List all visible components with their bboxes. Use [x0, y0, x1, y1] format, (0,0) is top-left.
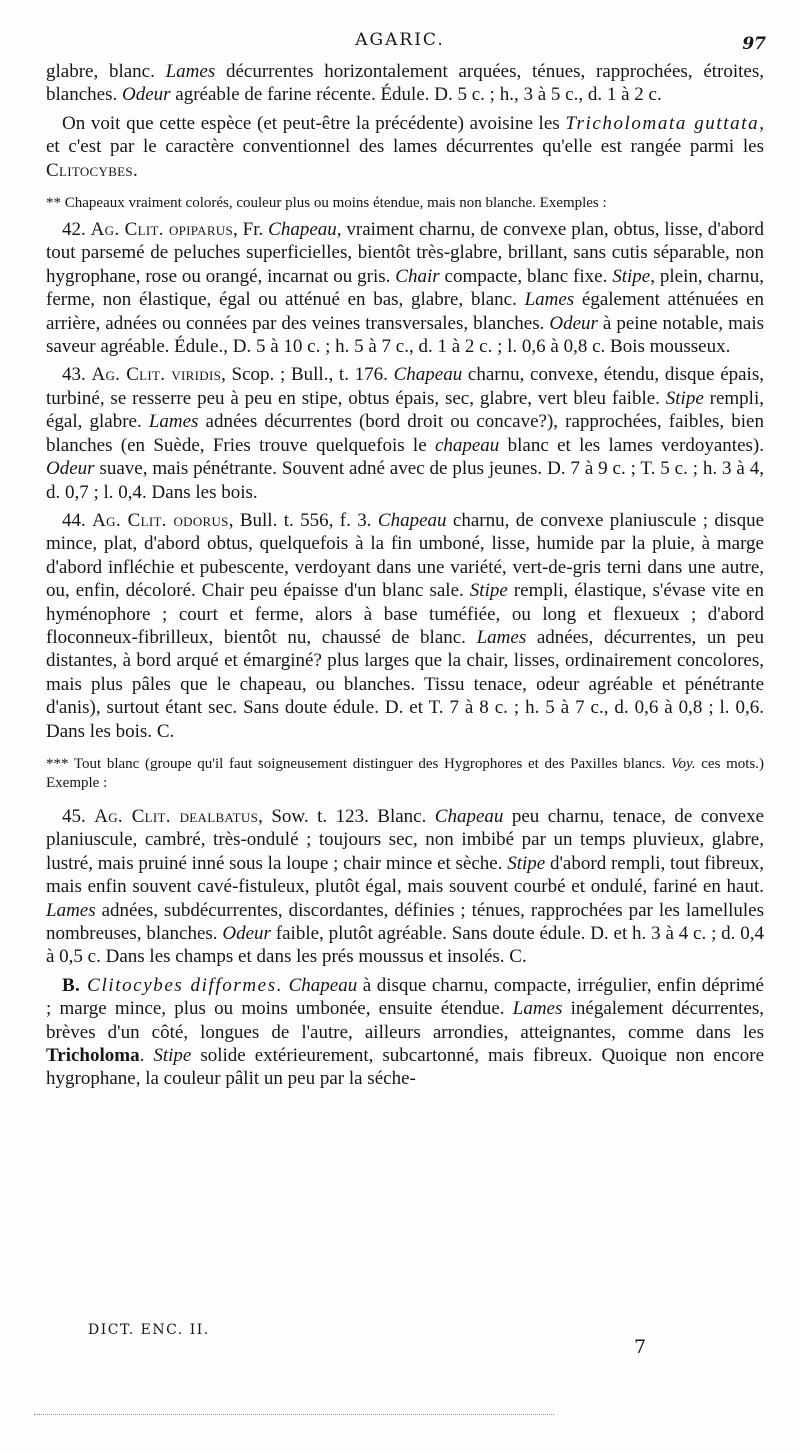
section-b-clitocybes-difformes — [46, 974, 764, 1091]
text-run: à disque charnu, compacte, irrégulier, enfin déprimé ; marge mince, plus ou moins umbonée, ensuite étendue. — [46, 974, 764, 1020]
page-number: 97 — [742, 34, 766, 54]
text-run: agréable de farine récente. Édule. D. 5 c. ; h., 3 à 5 c., d. 1 à 2 c. — [170, 84, 662, 106]
species-name: Ag. Clit. dealbatus — [94, 805, 259, 827]
term-stipe: Stipe — [469, 580, 508, 602]
text-run: solide extérieurement, subcartonné, mais fibreux. Quoique non encore hygrophane, la couleur pâlit un peu par la séche- — [46, 1045, 764, 1090]
text-run: . — [132, 159, 138, 181]
term-lames: Lames — [165, 61, 216, 82]
taxon-name: Clitocybes — [46, 159, 133, 181]
text-run: , et c'est par le caractère conventionnel des lames décurrentes qu'elle est rangée parmi les — [46, 112, 764, 158]
genus-name: Tricholoma — [46, 1045, 140, 1067]
term-odeur: Odeur — [549, 312, 598, 334]
text-run: , vraiment charnu, de convexe plan, obtus, lisse, d'abord tout parsemé de peluches superficielles, bientôt très-glabre, brillant, sans cutis séparable, non hygrophane, rose ou orangé, incarnat ou gris. — [46, 219, 764, 287]
paragraph-continuation — [46, 60, 764, 107]
term-chapeau: Chapeau — [283, 974, 358, 996]
text-run: rempli, élastique, s'évase vite en hyménophore ; court et ferme, alors à base tuméfiée, ou long et flexueux ; d'abord floconneux-fibrilleux, bientôt nu, chaussé de blanc. — [46, 580, 764, 648]
text-run: , Sow. t. 123. Blanc. — [258, 805, 435, 827]
text-run: rempli, égal, glabre. — [46, 387, 764, 433]
term-chapeau: Chapeau — [377, 509, 447, 531]
term-odeur: Odeur — [222, 923, 271, 944]
entry-number: 45. — [62, 805, 95, 827]
signature-number: 7 — [634, 1336, 647, 1358]
printer-signature: DICT. ENC. II. — [88, 1322, 210, 1338]
text-run: , Fr. — [233, 219, 269, 241]
text-run: , Bull. t. 556, f. 3. — [228, 509, 378, 531]
text-run: faible, plutôt agréable. Sans doute édule. D. et h. 3 à 4 c. ; d. 0,4 à 0,5 c. Dans les champs et dans les prés moussus et insolés. C. — [46, 923, 765, 968]
group-note-colored: ** Chapeaux vraiment colorés, couleur plus ou moins étendue, mais non blanche. Exemples : — [46, 195, 607, 212]
species-name: Ag. Clit. odorus — [92, 509, 229, 531]
entry-number: 44. — [62, 509, 93, 531]
text-run: compacte, blanc fixe. — [439, 265, 613, 287]
text-run: , Scop. ; Bull., t. 176. — [221, 364, 394, 386]
text-run: . — [139, 1045, 154, 1067]
term-chair: Chair — [395, 265, 440, 287]
term-chapeau: Chapeau — [434, 805, 504, 827]
text-run: *** Tout blanc (groupe qu'il faut soigneusement distinguer des Hygrophores et des Paxilles blancs. — [46, 755, 672, 772]
term-lames: Lames — [476, 626, 527, 648]
species-entry-44 — [46, 509, 764, 743]
entry-number: 42. — [62, 219, 91, 241]
text-run: inégalement décurrentes, brèves d'un côté, longues de l'autre, ailleurs arrondies, atteignantes, comme dans les — [46, 998, 764, 1043]
species-name: Ag. Clit. opiparus — [90, 219, 234, 241]
text-run: charnu, convexe, étendu, disque épais, turbiné, se resserre peu à peu en stipe, obtus épais, sec, glabre, vert bleu faible. — [46, 364, 764, 409]
text-run: décurrentes horizontalement arquées, ténues, rapprochées, étroites, blanches. — [46, 61, 764, 106]
term-voy: Voy. — [671, 755, 696, 772]
text-run: On voit que cette espèce (et peut-être la précédente) avoisine les — [62, 112, 566, 134]
scan-edge-dots — [34, 1414, 554, 1415]
term-lames: Lames — [46, 899, 96, 921]
text-run: blanc et les lames verdoyantes). — [499, 434, 764, 456]
text-run: peu charnu, tenace, de convexe planiuscule, cambré, très-ondulé ; toujours sec, non imbibé par un temps pluvieux, glabre, lustré, mais pruiné inné sous la loupe ; chair mince et sèche. — [46, 805, 765, 874]
species-entry-42 — [46, 218, 764, 358]
term-lames: Lames — [524, 289, 575, 311]
body-text — [46, 60, 764, 1091]
term-stipe: Stipe — [507, 852, 546, 874]
text-run: à peine notable, mais saveur agréable. Édule., D. 5 à 10 c. ; h. 5 à 7 c., d. 1 à 2 c. ; l. 0,6 à 0,8 c. Bois mousseux. — [46, 312, 765, 358]
term-lames: Lames — [512, 998, 563, 1020]
term-chapeau: Chapeau — [268, 219, 337, 241]
term-odeur: Odeur — [121, 84, 171, 106]
text-run: d'abord rempli, tout fibreux, mais enfin souvent cavé-fistuleux, plutôt égal, mais souvent courbé et ondulé, fariné en haut. — [46, 852, 764, 898]
text-run: adnées, subdécurrentes, discordantes, définies ; ténues, rapprochées par les lamellules nombreuses, blanches. — [46, 899, 764, 944]
species-entry-45 — [46, 805, 764, 969]
entry-number: 43. — [62, 364, 92, 386]
running-head: AGARIC. — [355, 30, 445, 50]
text-run: ces mots.) Exemple : — [46, 755, 764, 791]
term-stipe: Stipe — [665, 387, 704, 409]
species-name: Ag. Clit. viridis — [91, 364, 222, 386]
group-note-white — [46, 755, 764, 793]
text-run: adnées, décurrentes, un peu distantes, à bord arqué et émarginé? plus larges que la chair, lisses, ordinairement concolores, mais plus pâles que le chapeau, ou blanches. Tissu tenace, odeur agréable et pénétrante d'anis), surtout étant sec. Sans doute édule. D. et T. 7 à 8 c. ; h. 5 à 7 c., d. 0,6 à 0,8 ; l. 0,6. Dans les bois. C. — [46, 626, 765, 742]
section-letter: B. — [62, 974, 81, 996]
text-run: suave, mais pénétrante. Souvent adné avec de plus jeunes. D. 7 à 9 c. ; T. 5 c. ; h. 3 à 4, d. 0,7 ; l. 0,4. Dans les bois. — [46, 458, 764, 503]
term-odeur: Odeur — [46, 458, 95, 480]
term-chapeau: Chapeau — [393, 364, 463, 386]
text-run: , plein, charnu, ferme, non élastique, égal ou atténué en bas, glabre, blanc. — [46, 265, 764, 311]
term-lames: Lames — [148, 411, 199, 433]
term-stipe: Stipe — [612, 265, 651, 287]
taxon-name: Tricholomata guttata — [565, 112, 760, 134]
term-stipe: Stipe — [153, 1045, 192, 1067]
term-chapeau: chapeau — [434, 434, 500, 456]
text-run: charnu, de convexe planiuscule ; disque mince, plat, d'abord obtus, quelquefois à la fin umboné, lisse, humide par la pluie, à marge d'abord infléchie et pubescente, verdoyant dans une variété, vert-de-gris terni dans une autre, ou, enfin, décoloré. Chair peu épaisse d'un blanc sale. — [46, 509, 765, 602]
text-run: également atténuées en arrière, adnées ou connées par des veines transversales, blanches. — [46, 289, 765, 334]
paragraph-remark — [46, 112, 764, 182]
section-title: Clitocybes difformes. — [80, 974, 284, 996]
text-run: glabre, blanc. — [46, 61, 166, 82]
text-run: adnées décurrentes (bord droit ou concave?), rapprochées, faibles, bien blanches (en Suède, Fries trouve quelquefois le — [46, 411, 764, 456]
species-entry-43 — [46, 363, 764, 503]
